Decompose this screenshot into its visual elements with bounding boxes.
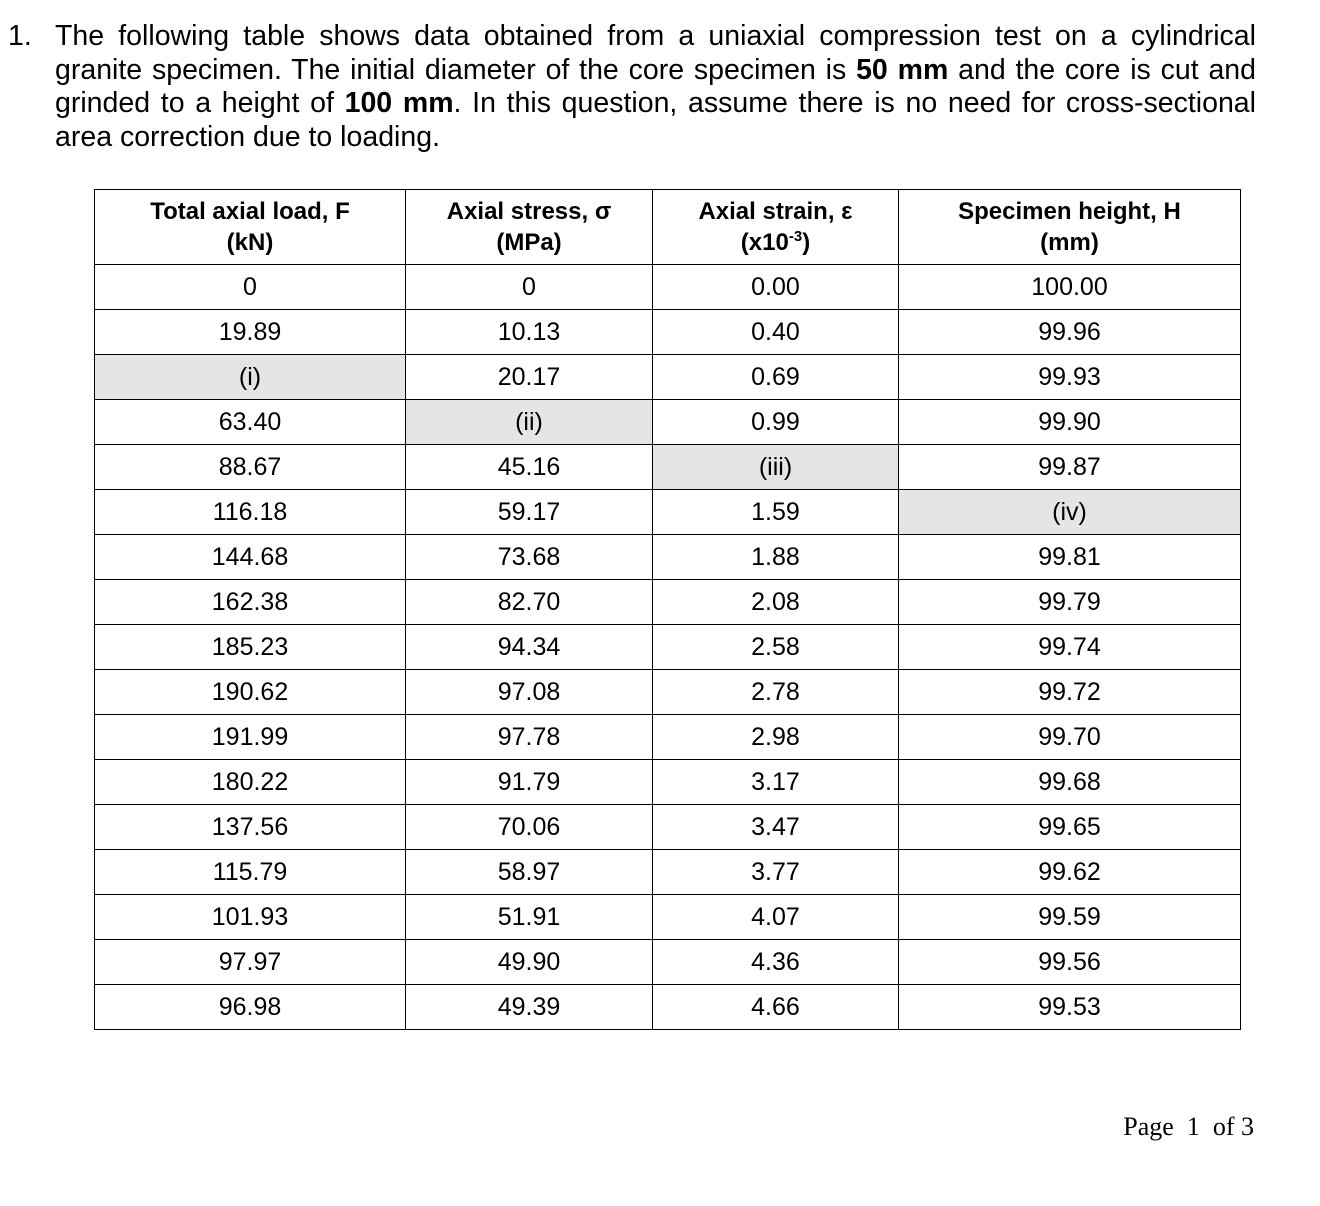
table-row [95,895,1241,940]
cell-axial-load: 19.89 [95,310,406,355]
cell-axial-load: 116.18 [95,490,406,535]
cell-axial-stress: 97.08 [406,670,653,715]
table-row [95,940,1241,985]
cell-axial-load: 185.23 [95,625,406,670]
table-row [95,490,1241,535]
table-row [95,760,1241,805]
height-value: 100 mm [344,87,454,119]
cell-axial-load: 97.97 [95,940,406,985]
cell-axial-stress: 94.34 [406,625,653,670]
cell-axial-stress: 20.17 [406,355,653,400]
cell-axial-stress: 49.39 [406,985,653,1030]
cell-axial-strain: 3.47 [653,805,899,850]
cell-axial-strain: 2.08 [653,580,899,625]
cell-axial-load: 88.67 [95,445,406,490]
cell-specimen-height: 99.68 [899,760,1241,805]
table-row [95,445,1241,490]
cell-specimen-height: 99.72 [899,670,1241,715]
cell-axial-strain: 4.07 [653,895,899,940]
cell-specimen-height: 99.79 [899,580,1241,625]
cell-axial-strain: 0.99 [653,400,899,445]
cell-axial-stress: 0 [406,265,653,310]
table-row [95,670,1241,715]
cell-axial-load: 137.56 [95,805,406,850]
cell-axial-stress: 73.68 [406,535,653,580]
cell-specimen-height: (iv) [899,490,1241,535]
question-1 [8,20,1256,154]
header-specimen-height: Specimen height, H (mm) [899,190,1241,265]
header-axial-load: Total axial load, F (kN) [95,190,406,265]
table-row [95,580,1241,625]
cell-specimen-height: 99.74 [899,625,1241,670]
cell-axial-stress: (ii) [406,400,653,445]
cell-axial-load: 0 [95,265,406,310]
cell-specimen-height: 99.87 [899,445,1241,490]
page-number: Page 1 of 3 [1123,1112,1254,1141]
cell-axial-strain: 4.66 [653,985,899,1030]
cell-axial-load: 101.93 [95,895,406,940]
cell-axial-load: (i) [95,355,406,400]
cell-specimen-height: 99.90 [899,400,1241,445]
cell-axial-load: 190.62 [95,670,406,715]
cell-axial-load: 191.99 [95,715,406,760]
cell-axial-load: 63.40 [95,400,406,445]
cell-axial-strain: 0.69 [653,355,899,400]
cell-axial-stress: 51.91 [406,895,653,940]
table-row [95,850,1241,895]
cell-axial-stress: 59.17 [406,490,653,535]
cell-axial-stress: 82.70 [406,580,653,625]
cell-axial-strain: 1.59 [653,490,899,535]
table-header-row [95,190,1241,265]
table-row [95,265,1241,310]
cell-axial-strain: 3.17 [653,760,899,805]
question-text: The following table shows data obtained from a uniaxial compression test on a cylindrical granite specimen. The initial diameter of the core specimen is 50 mm and the core is cut and grinded to a height of 100 mm. In this question, assume there is no need for cross-sectional area correction due to loading. [55,20,1256,153]
cell-axial-strain: 3.77 [653,850,899,895]
cell-axial-load: 180.22 [95,760,406,805]
table-row [95,715,1241,760]
table-row [95,310,1241,355]
header-axial-stress: Axial stress, σ (MPa) [406,190,653,265]
question-number: 1. [8,20,32,52]
table-body [95,265,1241,1030]
cell-axial-strain: 0.00 [653,265,899,310]
cell-specimen-height: 99.96 [899,310,1241,355]
table-row [95,400,1241,445]
cell-specimen-height: 99.93 [899,355,1241,400]
diameter-value: 50 mm [856,53,949,86]
cell-axial-stress: 58.97 [406,850,653,895]
cell-axial-load: 115.79 [95,850,406,895]
cell-axial-stress: 70.06 [406,805,653,850]
cell-axial-stress: 10.13 [406,310,653,355]
cell-axial-strain: 4.36 [653,940,899,985]
cell-axial-stress: 45.16 [406,445,653,490]
cell-specimen-height: 99.62 [899,850,1241,895]
header-axial-strain: Axial strain, ε $(x10^{-3})$ [653,190,899,265]
cell-axial-strain: 2.98 [653,715,899,760]
cell-specimen-height: 99.65 [899,805,1241,850]
cell-axial-strain: 2.58 [653,625,899,670]
cell-axial-stress: 97.78 [406,715,653,760]
table-row [95,535,1241,580]
test-data-table [94,189,1241,1030]
cell-axial-strain: 1.88 [653,535,899,580]
table-row [95,805,1241,850]
cell-specimen-height: 100.00 [899,265,1241,310]
cell-axial-strain: (iii) [653,445,899,490]
cell-axial-strain: 2.78 [653,670,899,715]
cell-axial-strain: 0.40 [653,310,899,355]
cell-axial-load: 96.98 [95,985,406,1030]
cell-specimen-height: 99.56 [899,940,1241,985]
cell-axial-load: 144.68 [95,535,406,580]
table-row [95,985,1241,1030]
cell-specimen-height: 99.81 [899,535,1241,580]
cell-axial-load: 162.38 [95,580,406,625]
cell-specimen-height: 99.70 [899,715,1241,760]
table-row [95,355,1241,400]
cell-specimen-height: 99.53 [899,985,1241,1030]
table-row [95,625,1241,670]
cell-axial-stress: 91.79 [406,760,653,805]
cell-axial-stress: 49.90 [406,940,653,985]
cell-specimen-height: 99.59 [899,895,1241,940]
